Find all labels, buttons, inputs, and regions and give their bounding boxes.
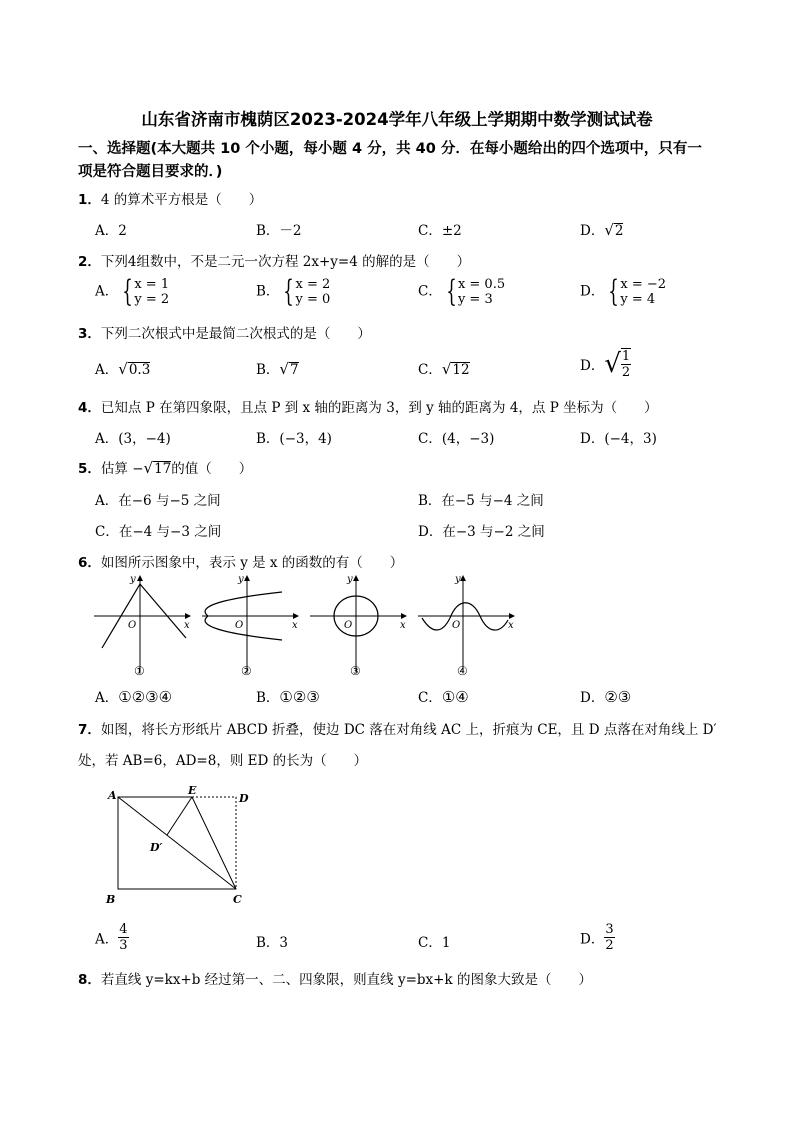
question-3: 3．下列二次根式中是最简二次根式的是（ ） (78, 326, 371, 342)
question-2: 2．下列4组数中，不是二元一次方程 2x+y=4 的解的是（ ） (78, 254, 471, 270)
question-1: 1．4 的算术平方根是（ ） (78, 192, 263, 208)
q7-option-a: A． $\frac{4}{3}$ (95, 922, 128, 953)
graph-3-origin: O (344, 620, 353, 631)
graph-1 (94, 574, 190, 672)
graph-4-x-label: x (508, 620, 514, 631)
graph-4-y-label: y (455, 574, 461, 585)
q3-option-c: C．√12 (418, 360, 470, 378)
point-a-label: A (108, 789, 117, 802)
q7-rectangle-figure (100, 782, 270, 912)
q6-option-c: C．①④ (418, 688, 469, 706)
q4-option-a: A．(3，−4) (95, 431, 171, 447)
graph-2-y-label: y (238, 574, 244, 585)
q3-option-b: B．√7 (256, 360, 299, 378)
q5-option-c: C．在−4 与−3 之间 (95, 524, 222, 540)
q5-option-b: B．在−5 与−4 之间 (418, 493, 544, 509)
q5-option-a: A．在−6 与−5 之间 (95, 493, 221, 509)
graph-2 (202, 574, 298, 672)
point-b-label: B (106, 893, 116, 906)
graph-4 (418, 574, 514, 672)
section-heading (78, 138, 758, 184)
graph-3-y-label: y (347, 574, 353, 585)
q4-option-c: C．(4，−3) (418, 431, 495, 447)
q4-option-b: B．(−3，4) (256, 431, 332, 447)
q7-option-b: B．3 (256, 935, 289, 951)
point-d-prime-label: D′ (150, 841, 163, 854)
q2-option-b: B． { x = 2 y = 0 (256, 274, 331, 309)
q1-option-a: A．2 (95, 223, 127, 239)
q5-option-d: D．在−3 与−2 之间 (418, 524, 545, 540)
question-7-line2: 处，若 AB=6，AD=8，则 ED 的长为（ ） (78, 753, 368, 769)
point-e-label: E (188, 784, 197, 797)
graph-1-origin: O (128, 620, 137, 631)
q7-option-c: C．1 (418, 935, 451, 951)
graph-2-origin: O (235, 620, 244, 631)
q4-option-d: D．(−4，3) (580, 431, 657, 447)
q2-option-d: D． { x = −2 y = 4 (580, 274, 667, 309)
q2-option-a: A． { x = 1 y = 2 (95, 274, 170, 309)
section-heading-line1: 一、选择题(本大题共 10 个小题，每小题 4 分，共 40 分．在每小题给出的四个选项中，只有一 (78, 141, 702, 157)
graph-2-x-label: x (292, 620, 298, 631)
point-d-label: D (239, 792, 249, 805)
q3-option-a: A．√0.3 (95, 360, 151, 378)
graph-3-x-label: x (400, 620, 406, 631)
q1-option-c: C．±2 (418, 223, 462, 239)
q6-option-b: B．①②③ (256, 688, 320, 706)
point-c-label: C (233, 893, 242, 906)
q1-option-d: D．√2 (580, 221, 624, 239)
q1-option-b: B．－2 (256, 223, 302, 239)
graph-4-label: ④ (457, 664, 468, 678)
question-4: 4．已知点 P 在第四象限，且点 P 到 x 轴的距离为 3，到 y 轴的距离为 4，点 P 坐标为（ ） (78, 400, 658, 416)
question-5: 5．估算 −√17的值（ ） (78, 459, 253, 477)
section-heading-line2: 项是符合题目要求的．) (78, 164, 223, 180)
question-8: 8．若直线 y=kx+b 经过第一、二、四象限，则直线 y=bx+k 的图象大致是（ ） (78, 972, 592, 988)
graph-2-label: ② (241, 664, 252, 678)
graph-1-y-label: y (130, 574, 136, 585)
graph-3 (310, 574, 406, 672)
graph-4-origin: O (452, 620, 461, 631)
graph-1-x-label: x (184, 620, 190, 631)
page-title: 山东省济南市槐荫区2023-2024学年八年级上学期期中数学测试试卷 (141, 110, 653, 129)
graph-3-label: ③ (350, 664, 361, 678)
q2-option-c: C． { x = 0.5 y = 3 (418, 274, 506, 309)
graph-1-label: ① (134, 664, 145, 678)
q7-option-d: D． $\frac{3}{2}$ (580, 922, 614, 953)
question-7-line1: 7．如图，将长方形纸片 ABCD 折叠，使边 DC 落在对角线 AC 上，折痕为 CE，且 D 点落在对角线上 D′ (78, 722, 717, 738)
q3-option-d: D．√ $\frac{1}{2}$ (580, 349, 631, 380)
question-6: 6．如图所示图象中，表示 y 是 x 的函数的有（ ） (78, 555, 404, 571)
q6-option-a: A．①②③④ (95, 688, 173, 706)
q6-option-d: D．②③ (580, 688, 632, 706)
